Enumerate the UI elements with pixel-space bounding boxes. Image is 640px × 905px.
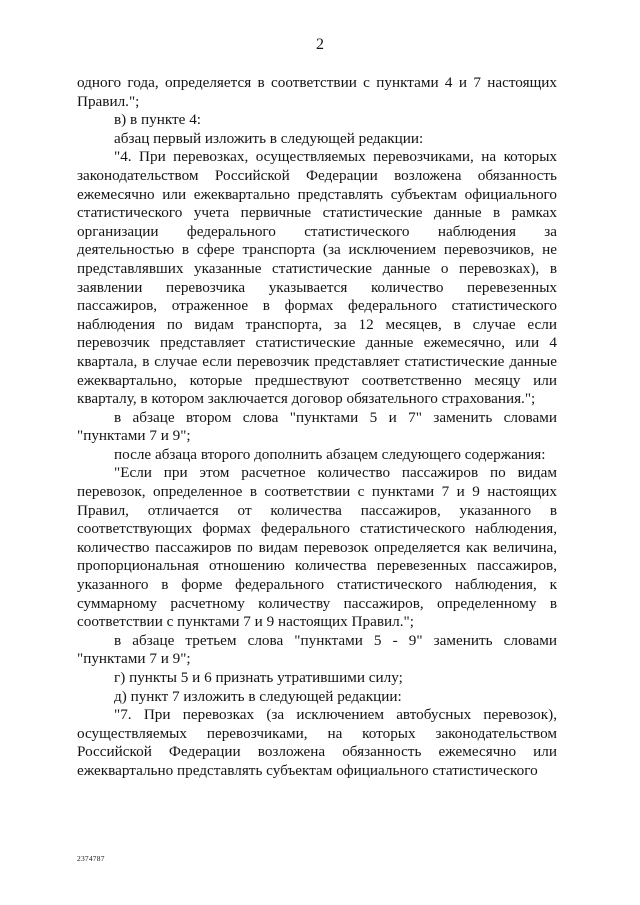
paragraph: в) в пункте 4:	[114, 111, 202, 129]
paragraph: д) пункт 7 изложить в следующей редакции:	[114, 687, 402, 705]
paragraph: "Если при этом расчетное количество пассажиров по видам перевозок, определенное в соответствии с пунктами 7 и 9 настоящих Правил, отличается от количества пассажиров, указанного в соответствующих формах федерального статистического наблюдения, количество пассажиров по видам перевозок определяется как величина, пропорциональная отношению количества перевезенных пассажиров, указанного в форме федерального статистического наблюдения, к суммарному расчетному количеству пассажиров, определенному в соответствии с пунктами 7 и 9 настоящих Правил.";	[77, 464, 557, 631]
paragraph: одного года, определяется в соответствии с пунктами 4 и 7 настоящих Правил.";	[77, 74, 557, 110]
page-number: 2	[316, 36, 324, 53]
paragraph: в абзаце третьем слова "пунктами 5 - 9" заменить словами "пунктами 7 и 9";	[77, 631, 557, 668]
document-body	[77, 74, 557, 781]
paragraph: "7. При перевозках (за исключением автобусных перевозок), осуществляемых перевозчиками, на которых законодательством Российской Федерации возложена обязанность ежемесячно или ежеквартально представлять субъектам официального статистического	[77, 706, 557, 779]
paragraph: "4. При перевозках, осуществляемых перевозчиками, на которых законодательством Российской Федерации возложена обязанность ежемесячно или ежеквартально представлять субъектам официального статистического учета первичные статистические данные в рамках организации федерального статистического наблюдения за деятельностью в сфере транспорта (за исключением перевозчиков, не представлявших указанные статистические данные о перевозках), в заявлении перевозчика указывается количество перевезенных пассажиров, отраженное в формах федерального статистического наблюдения по видам транспорта, за 12 месяцев, в случае если перевозчик представляет статистические данные ежемесячно, или 4 квартала, в случае если перевозчик представляет статистические данные ежеквартально, которые предшествуют соответственно месяцу или кварталу, в котором заключается договор обязательного страхования.";	[77, 148, 557, 408]
paragraph: абзац первый изложить в следующей редакции:	[114, 129, 424, 147]
paragraph: в абзаце втором слова "пунктами 5 и 7" заменить словами "пунктами 7 и 9";	[77, 408, 557, 445]
document-id: 2374787	[77, 854, 105, 863]
paragraph: после абзаца второго дополнить абзацем следующего содержания:	[114, 445, 546, 463]
paragraph: г) пункты 5 и 6 признать утратившими силу;	[114, 669, 403, 686]
